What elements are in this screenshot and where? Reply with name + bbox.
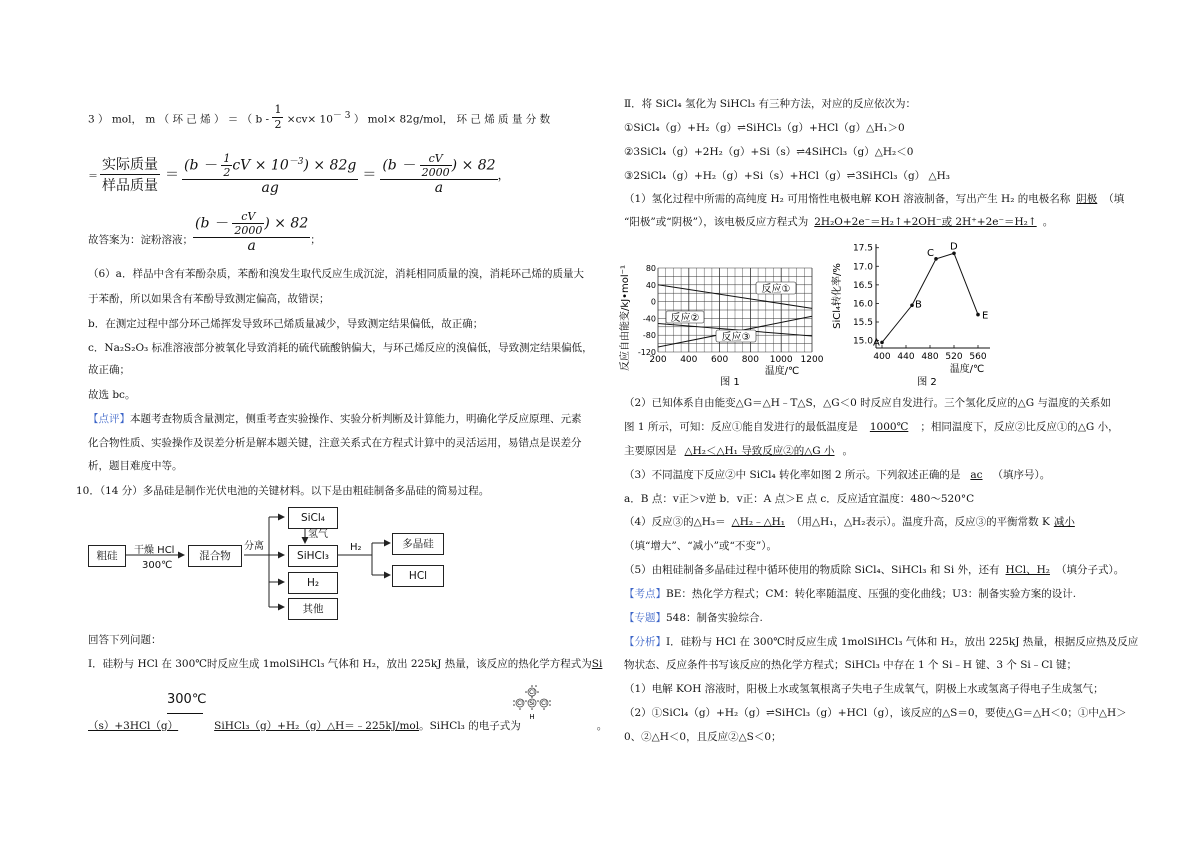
q2-text-a: 图 1 所示，可知：反应①能自发进行的最低温度是 [624,421,858,433]
fig1-xtick: 1000 [769,355,793,365]
question-10: 10．（14 分）多晶硅是制作光伏电池的关键材料。以下是由粗硅制备多晶硅的简易过程。 [76,485,490,497]
zhuanti-text: 548：制备实验综合. [666,612,763,624]
numeric-fraction-1 [182,152,358,196]
h2-arrow-label: H₂ [350,542,362,553]
separate-label: 分离 [244,541,264,552]
half-fraction [272,103,283,132]
fig2-ytick: 17.0 [852,262,873,273]
mass-expr-sup: － 3 [332,111,351,121]
q3-options: a．B 点：v正＞v逆 b．v正：A 点＞E 点 c．反应适宜温度：480～520°C [624,493,975,505]
part1-line [88,657,602,671]
other-box: 其他 [288,598,338,620]
fig2-ytick: 16.5 [852,280,873,291]
fig2-ytick: 15.5 [852,318,873,328]
fenxi-line1 [624,635,1138,649]
fig2-axes [876,244,990,348]
sicl4-box: SiCl₄ [288,507,338,529]
hcl-box: HCl [392,565,444,587]
hydrogen-label: 氢气 [308,529,328,540]
q2-answer-reason: △H₂＜△H₁ 导致反应②的△G 小 [684,445,835,457]
reaction-3: ③2SiCl₄（g）+H₂（g）+Si（s）+HCl（g）⇌3SiHCl₃（g） △H₃ [624,170,950,182]
nf1-half-n: 1 [223,152,231,165]
fig1-xtick: 200 [649,355,667,365]
nf2-cv-n: cV [420,152,452,166]
kaodian-tag: 【考点】 [624,588,666,600]
fig1-xtick: 800 [741,355,759,365]
fig2-point-label-D: D [950,241,958,253]
figure-1-chart [622,238,832,388]
fig2-xlabel: 温度/℃ [949,364,985,375]
q5-text-a: （5）由粗硅制备多晶硅过程中循环使用的物质除 SiCl₄、SiHCl₃ 和 Si 外，还有 [624,564,1000,576]
mass-expr-part1: 3 ） mol， m （ 环 己 烯 ） ＝ （ b - [88,113,270,126]
q3-text-b: （填序号）。 [992,469,1051,481]
half-num: 1 [274,103,282,116]
q1-text-a: （1）氢化过程中所需的高纯度 H₂ 可用惰性电极电解 KOH 溶液制备，写出产生 H₂ 的电极名称 [624,193,1071,205]
mass-expr-part2: ×cv× 10 [286,113,333,126]
fig2-point-B [910,303,914,307]
q2-answer-temp: 1000℃ [869,421,909,433]
fig2-point-label-A: A [873,337,880,349]
fenxi-line4: （2）①SiCl₄（g）+H₂（g）⇌SiHCl₃（g）+HCl（g），该反应的△S＝0，要使△G＝△H＜0；①中△H＞ [624,707,1127,719]
answer-fraction-num [193,210,310,238]
numeric-fraction-1-num [182,152,358,180]
fig2-xtick: 560 [969,352,987,362]
ef-cl-left: Cl [517,700,523,707]
q4-line2: （填“增大”、“减小”或“不变”）。 [624,540,777,552]
fig1-ytick: 40 [645,280,656,290]
fenxi-text1: Ⅰ．硅粉与 HCl 在 300℃时反应生成 1molSiHCl₃ 气体和 H₂，放出 225kJ 热量，根据反应热及反应 [666,636,1139,648]
q1-text-c: “阳极”或“阴极”），该电极反应方程式为 [624,216,809,228]
nf1-half-d: 2 [223,166,231,179]
comment-line1 [88,412,582,426]
dry-hcl-label: 干燥 HCl [134,545,175,556]
kaodian-text: BE：热化学方程式；CM：转化率随温度、压强的变化曲线；U3：制备实验方案的设计. [666,588,1077,600]
electron-formula-icon [510,684,554,724]
reaction-condition: 300℃ [167,692,207,707]
fig2-point-C [934,257,938,261]
numeric-fraction-1-den: ag [261,180,279,196]
af-cv-d: 2000 [234,224,263,237]
part1-text-d: 。SiHCl₃ 的电子式为 [419,720,521,732]
answer-fraction-den: a [247,238,256,254]
fig1-title: 图 1 [720,377,740,388]
fig2-ytick: 15.0 [852,336,873,347]
fig1-ytick: -120 [637,348,656,357]
eq-prefix: ＝ [88,170,98,182]
q4-text-a: （4）反应③的△H₃＝ [624,516,726,528]
fig2-point-label-C: C [927,247,934,259]
fig1-label-1: 反应① [761,284,791,295]
fig2-title: 图 2 [917,377,937,388]
kaodian-line [624,587,1076,601]
figure-2-chart [830,236,1000,388]
poly-si-box: 多晶硅 [392,533,444,555]
nf2-b: ) × 82 [451,157,496,174]
ef-cl-top: Cl [529,689,535,696]
eq-comma: ， [497,167,510,182]
q1-line1 [624,192,1124,206]
fig1-ytick: 0 [650,297,656,307]
comment-text1: 本题考查物质含量测定，侧重考查实验操作、实验分析判断及计算能力，明确化学反应原理、元素 [130,413,582,425]
fig2-xtick: 400 [873,352,891,362]
nf1-half [221,152,232,179]
nf1-c: ) × 82g [303,157,357,174]
part1-text-c: SiHCl₃（g）+H₂（g）△H＝﹣225kJ/mol [214,720,420,732]
part1-end: 。 [596,720,608,732]
q3-answer: ac [970,469,983,481]
answer-prompt: 回答下列问题： [88,634,162,646]
q1-text-b: （填 [1103,193,1125,205]
part1-text-a: Ⅰ．硅粉与 HCl 在 300℃时反应生成 1molSiHCl₃ 气体和 H₂，放出 225kJ 热量，该反应的热化学方程式为 [88,658,592,670]
fig2-point-A [880,341,884,345]
q5-answer: HCl、H₂ [1005,564,1050,576]
answer-end: ； [310,234,321,246]
q2-text-b: ；相同温度下，反应②比反应①的△G 小， [920,421,1119,433]
p6-c-line2: 故正确； [88,364,130,376]
temp-label: 300℃ [142,560,173,571]
comment-line2: 化合物性质、实验操作及误差分析是解本题关键，注意关系式在方程式计算中的灵活运用，易错点是误差分 [88,437,582,449]
q1-answer-equation: 2H₂O+2e⁻＝H₂↑+2OH⁻或 2H⁺+2e⁻＝H₂↑ [814,216,1037,228]
q1-end: 。 [1042,216,1054,228]
p6-b-line: b．在测定过程中部分环己烯挥发导致环己烯质量减少，导致测定结果偏低，故正确； [88,318,484,330]
fig2-xtick: 480 [921,352,939,362]
fig2-ytick: 16.0 [852,299,873,310]
mixture-box: 混合物 [188,545,242,567]
nf2-cv [420,152,452,179]
sihcl3-box: SiHCl₃ [288,545,338,567]
q2-line1: （2）已知体系自由能变△G＝△H﹣T△S，△G＜0 时反应自发进行。三个氢化反应的△G 与温度的关系如 [624,397,1111,409]
comment-tag: 【点评】 [88,413,130,425]
fig1-ytick: -40 [642,314,656,324]
mass-expression-line [88,105,550,134]
ratio-num: 实际质量 [100,154,160,175]
p6-conclusion: 故选 bc。 [88,389,136,401]
af-cv [232,210,264,237]
eq-sign-1: ＝ [165,167,179,183]
p6-c-line1: c．Na₂S₂O₃ 标准溶液部分被氧化导致消耗的硫代硫酸钠偏大，与环己烯反应的溴偏低，导致测定结果偏低， [88,342,593,354]
numeric-fraction-2 [380,152,497,196]
nf1-sup: －3 [288,156,304,167]
q5-line [624,563,1124,577]
nf2-cv-d: 2000 [421,166,450,179]
ratio-den: 样品质量 [102,177,158,194]
q4-text-b: （用△H₁，△H₂表示）。温度升高，反应③的平衡常数 K [791,516,1050,528]
reaction-1: ①SiCl₄（g）+H₂（g）⇌SiHCl₃（g）+HCl（g）△H₁＞0 [624,122,905,134]
part1-text-b: （s）+3HCl（g） [88,720,179,732]
fig2-point-label-B: B [915,299,922,311]
fig1-label-2: 反应② [670,313,700,324]
fenxi-line5: 0、②△H＜0，且反应②△S＜0； [624,731,782,743]
af-b: ) × 82 [264,215,309,232]
p6-a-line1: （6）a．样品中含有苯酚杂质，苯酚和溴发生取代反应生成沉淀，消耗相同质量的溴，消耗环己烯的质量大 [88,268,584,280]
nf1-b: cV × 10 [232,157,289,174]
fig2-line [882,253,978,342]
zhuanti-line [624,611,763,625]
q2-line2 [624,420,1119,434]
fig2-point-E [976,313,980,317]
af-a: (b － [195,215,228,232]
q1-line2 [624,215,1053,229]
part2-intro: Ⅱ．将 SiCl₄ 氢化为 SiHCl₃ 有三种方法，对应的反应依次为： [624,98,916,110]
answer-label: 故答案为：淀粉溶液； [88,234,193,246]
half-den: 2 [274,118,282,131]
fenxi-line2: 物状态、反应条件书写该反应的热化学方程式；SiHCl₃ 中存在 1 个 Si﹣H 键、3 个 Si﹣Cl 键； [624,659,1078,671]
fig1-xtick: 400 [680,355,698,365]
answer-fraction [193,210,310,254]
q3-text-a: （3）不同温度下反应②中 SiCl₄ 转化率如图 2 所示。下列叙述正确的是 [624,469,961,481]
mass-fraction-equation [88,148,510,200]
fenxi-tag: 【分析】 [624,636,666,648]
reaction-2: ②3SiCl₄（g）+2H₂（g）+Si（s）⇌4SiHCl₃（g）△H₂＜0 [624,146,914,158]
numeric-fraction-2-num [380,152,497,180]
q2-line3 [624,444,853,458]
h2-box: H₂ [288,572,338,594]
fig2-series [873,241,988,348]
crude-si-box: 粗硅 [88,545,126,567]
answer-line [88,205,321,259]
comment-line3: 析，题目难度中等。 [88,460,183,472]
p6-a-line2: 于苯酚，所以如果含有苯酚导致测定偏高，故错误； [88,293,330,305]
zhuanti-tag: 【专题】 [624,612,666,624]
fig1-ylabel: 反应自由能变/kJ•mol⁻¹ [620,265,631,371]
af-cv-n: cV [232,210,264,224]
q3-line [624,468,1050,482]
ef-cl-right: Cl [541,700,547,707]
fig1-ytick: 80 [645,264,656,273]
fig2-point-label-E: E [982,310,989,322]
numeric-fraction-2-den: a [434,180,444,196]
q5-text-b: （填分子式）。 [1055,564,1125,576]
q2-text-d: 。 [842,445,854,457]
ratio-fraction [100,154,160,195]
ef-si: Si [529,700,535,707]
nf1-a: (b － [184,157,217,174]
mass-expr-part3: ） mol× 82g/mol， 环 己 烯 质 量 分 数 [353,113,551,126]
nf2-a: (b － [382,157,416,174]
q4-answer-k: 减小 [1053,516,1075,528]
q1-answer-electrode: 阴极 [1076,193,1098,205]
fig1-label-3: 反应③ [721,332,751,343]
fig2-ytick: 17.5 [852,243,873,254]
q2-text-c: 主要原因是 [624,445,677,457]
fig2-ylabel: SiCl₄转化率/% [832,263,843,329]
fig1-xlabel: 温度/℃ [764,366,800,377]
q4-line1 [624,515,1079,529]
fig2-xtick: 520 [945,352,963,362]
reaction-arrow-line [167,713,203,714]
fig1-xtick: 1200 [800,355,824,365]
part1-si: Si [591,658,603,670]
fig1-ytick: -80 [642,331,656,341]
fig2-xtick: 440 [897,352,915,362]
eq-sign-2: ＝ [362,167,377,183]
ef-h: H [529,713,535,721]
fig1-xtick: 600 [711,355,729,365]
fenxi-line3: （1）电解 KOH 溶液时，阳极上水或氢氧根离子失电子生成氧气，阴极上水或氢离子得电子生成氢气； [624,683,1104,695]
q4-answer-dh: △H₂﹣△H₁ [731,516,786,528]
